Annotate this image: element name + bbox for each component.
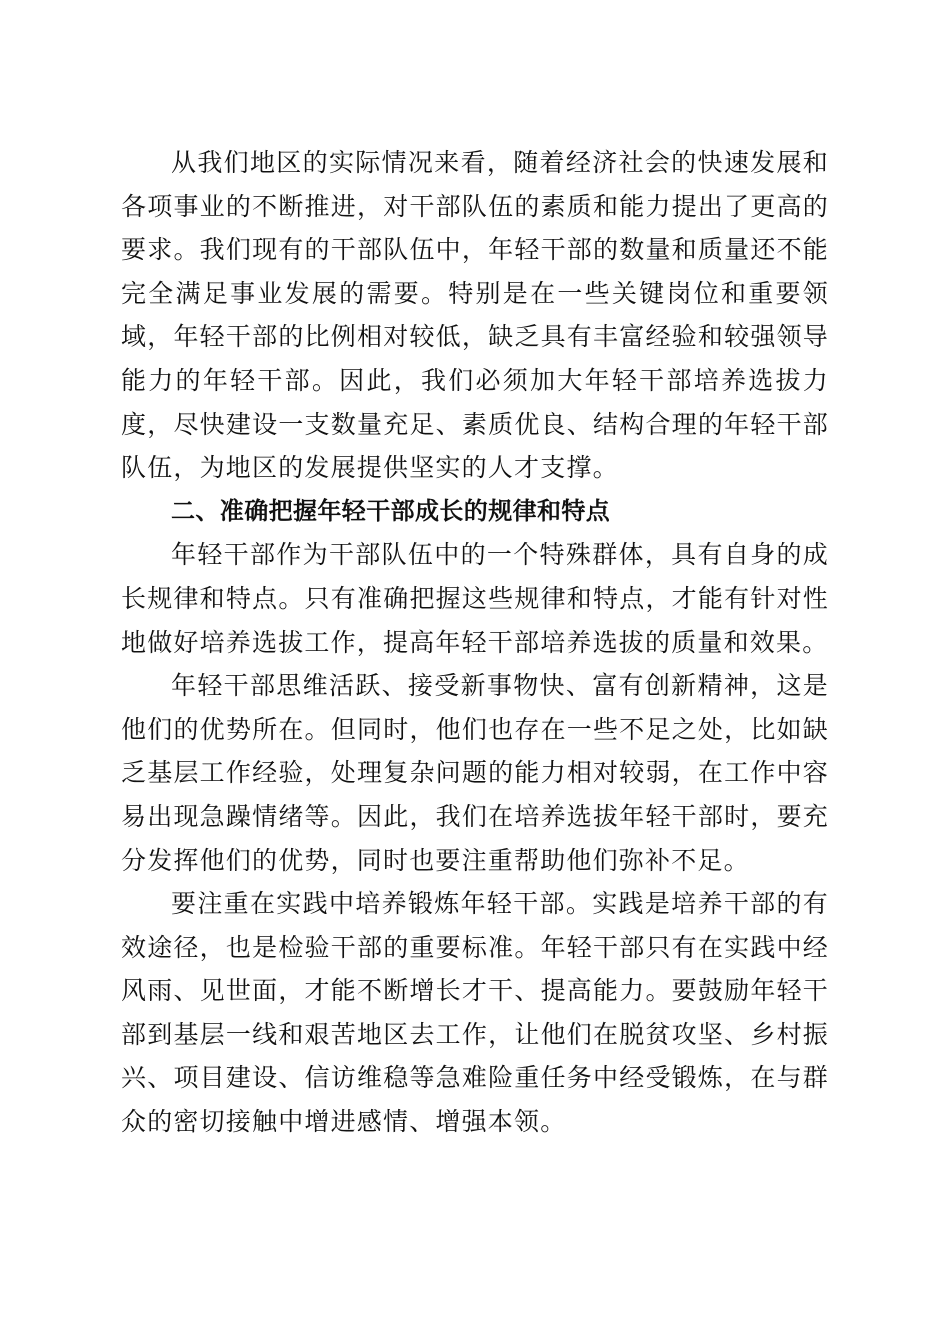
paragraph-strengths-weaknesses: 年轻干部思维活跃、接受新事物快、富有创新精神，这是他们的优势所在。但同时，他们也存在一些不足之处，比如缺乏基层工作经验，处理复杂问题的能力相对较弱，在工作中容易出现急躁情绪等。因此，我们在培养选拔年轻干部时，要充分发挥他们的优势，同时也要注重帮助他们弥补不足。: [121, 671, 829, 875]
paragraph-regional-situation: 从我们地区的实际情况来看，随着经济社会的快速发展和各项事业的不断推进，对干部队伍的素质和能力提出了更高的要求。我们现有的干部队伍中，年轻干部的数量和质量还不能完全满足事业发展的需要。特别是在一些关键岗位和重要领域，年轻干部的比例相对较低，缺乏具有丰富经验和较强领导能力的年轻干部。因此，我们必须加大年轻干部培养选拔力度，尽快建设一支数量充足、素质优良、结构合理的年轻干部队伍，为地区的发展提供坚实的人才支撑。: [121, 148, 829, 483]
paragraph-growth-patterns: 年轻干部作为干部队伍中的一个特殊群体，具有自身的成长规律和特点。只有准确把握这些规律和特点，才能有针对性地做好培养选拔工作，提高年轻干部培养选拔的质量和效果。: [121, 540, 829, 657]
document-body: [121, 141, 829, 1144]
section-heading-2: 二、准确把握年轻干部成长的规律和特点: [171, 496, 611, 525]
paragraph-practice-training: 要注重在实践中培养锻炼年轻干部。实践是培养干部的有效途径，也是检验干部的重要标准。年轻干部只有在实践中经风雨、见世面，才能不断增长才干、提高能力。要鼓励年轻干部到基层一线和艰苦地区去工作，让他们在脱贫攻坚、乡村振兴、项目建设、信访维稳等急难险重任务中经受锻炼，在与群众的密切接触中增进感情、增强本领。: [121, 889, 829, 1137]
